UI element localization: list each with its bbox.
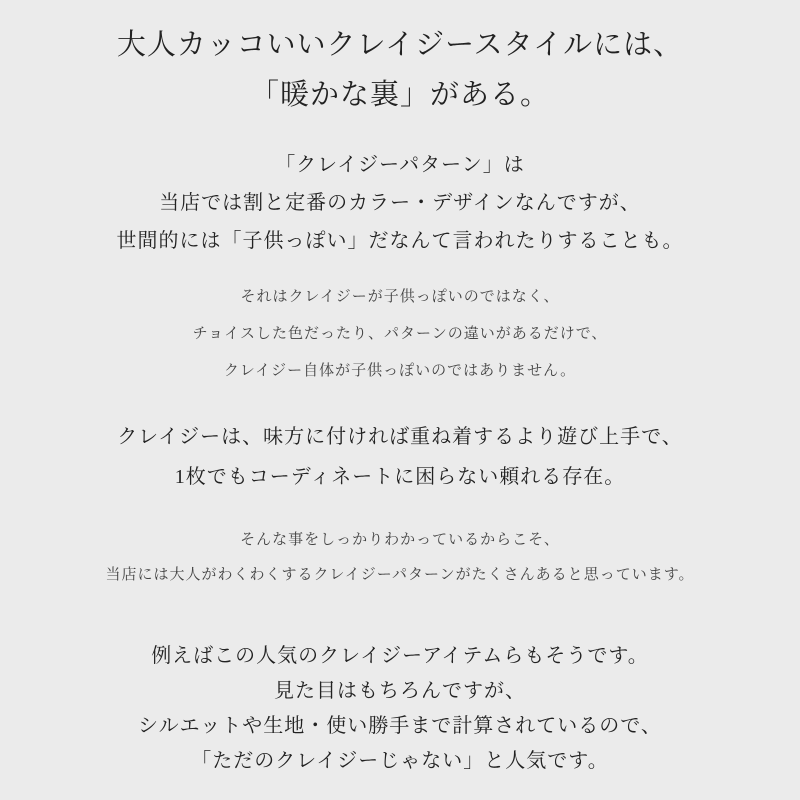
paragraph-not-childish bbox=[0, 278, 800, 389]
paragraph-line: クレイジーは、味方に付ければ重ね着するより遊び上手で、 bbox=[117, 426, 683, 448]
paragraph-line: それはクレイジーが子供っぽいのではなく、 bbox=[240, 288, 560, 305]
page-heading bbox=[0, 0, 800, 120]
paragraph-line: 見た目はもちろんですが、 bbox=[274, 680, 526, 702]
paragraph-popular-items bbox=[0, 639, 800, 779]
paragraph-reliable-ally bbox=[0, 417, 800, 497]
paragraph-line: シルエットや生地・使い勝手まで計算されているので、 bbox=[138, 715, 662, 737]
paragraph-line: 1枚でもコーディネートに困らない頼れる存在。 bbox=[174, 466, 626, 488]
paragraph-line: 当店には大人がわくわくするクレイジーパターンがたくさんあると思っています。 bbox=[105, 566, 695, 583]
paragraph-crazy-pattern-intro bbox=[0, 146, 800, 260]
paragraph-line: 当店では割と定番のカラー・デザインなんですが、 bbox=[159, 192, 641, 214]
paragraph-line: 世間的には「子供っぽい」だなんて言われたりすることも。 bbox=[116, 230, 684, 252]
paragraph-line: クレイジー自体が子供っぽいのではありません。 bbox=[223, 362, 577, 379]
heading-line-1: 大人カッコいいクレイジースタイルには、 bbox=[116, 29, 684, 61]
paragraph-store-selection bbox=[0, 522, 800, 592]
paragraph-line: そんな事をしっかりわかっているからこそ、 bbox=[240, 531, 560, 548]
paragraph-line: 例えばこの人気のクレイジーアイテムらもそうです。 bbox=[151, 645, 649, 667]
heading-line-2: 「暖かな裏」がある。 bbox=[249, 79, 550, 111]
paragraph-line: チョイスした色だったり、パターンの違いがあるだけで、 bbox=[192, 325, 608, 342]
paragraph-line: 「クレイジーパターン」は bbox=[275, 154, 525, 176]
paragraph-line: 「ただのクレイジーじゃない」と人気です。 bbox=[191, 750, 609, 772]
